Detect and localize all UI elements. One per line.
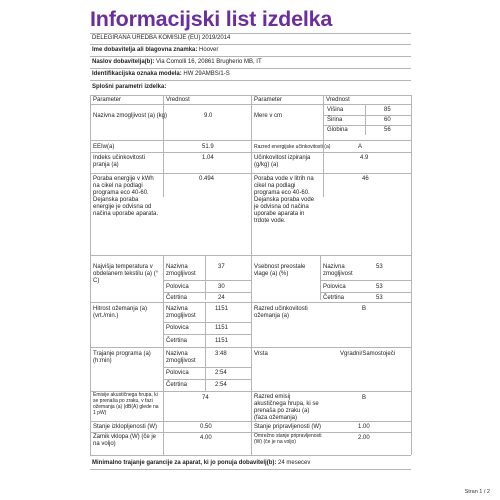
header-param: Parameter bbox=[254, 97, 283, 103]
address-value: Via Comolli 16, 20861 Brugherio MB, IT bbox=[156, 59, 262, 65]
spin-half-label: Polovica bbox=[166, 325, 189, 331]
washing-eff-value: 1.04 bbox=[202, 155, 214, 161]
table-border bbox=[163, 379, 251, 380]
table-border bbox=[163, 367, 251, 368]
address-label: Naslov dobavitelja(b): bbox=[92, 59, 155, 65]
moisture-label: Vsebnost preostale vlage (a) (%) bbox=[254, 264, 306, 277]
dur-half-label: Polovica bbox=[166, 370, 189, 376]
spin-rated-value: 1151 bbox=[215, 306, 228, 312]
dur-half-value: 2:54 bbox=[215, 370, 227, 376]
table-border bbox=[90, 302, 411, 303]
divider bbox=[90, 469, 411, 470]
eei-value: 51.9 bbox=[202, 144, 214, 150]
temp-quarter-label: Četrtina bbox=[166, 295, 188, 301]
spin-rated-label: Nazivna zmogljivost bbox=[166, 306, 196, 319]
water-label: Poraba vode v litrih na cikel na podlagi programa eco 40-60. Dejanska poraba vode je odvisna od načina uporabe aparata in trdote vode. bbox=[254, 176, 315, 224]
network-standby-label: Omrežno stanje pripravljenosti (W) (če je na voljo) bbox=[254, 433, 322, 445]
dur-rated-label: Nazivna zmogljivost bbox=[166, 351, 196, 364]
table-border bbox=[90, 432, 411, 433]
table-border bbox=[320, 255, 321, 300]
table-border bbox=[90, 95, 91, 455]
table-border bbox=[90, 455, 411, 456]
noise-class-value: B bbox=[362, 395, 367, 401]
table-border bbox=[90, 347, 411, 348]
moist-rated-label: Nazivna zmogljivost bbox=[323, 264, 353, 277]
guarantee-value: 24 mesecev bbox=[278, 460, 311, 466]
type-label: Vrsta bbox=[254, 351, 268, 357]
temperature-label: Najvišja temperatura v obdelanem tekstilu (a) (° C) bbox=[93, 264, 159, 284]
divider bbox=[90, 80, 411, 81]
energy-class-label: Razred energijske učinkovitosti (a) bbox=[254, 144, 331, 150]
moist-rated-value: 53 bbox=[376, 264, 383, 270]
eei-label: EEIw(a) bbox=[93, 144, 115, 150]
noise-value: 74 bbox=[202, 395, 209, 401]
divider bbox=[90, 44, 411, 45]
table-border bbox=[90, 421, 411, 422]
rinsing-value: 4.9 bbox=[360, 155, 369, 161]
table-border bbox=[365, 104, 366, 135]
delay-value: 4.00 bbox=[200, 435, 212, 441]
temp-rated-value: 37 bbox=[218, 264, 225, 270]
delay-label: Zamik vklopa (W) (če je na voljo) bbox=[93, 434, 157, 447]
table-border bbox=[163, 255, 164, 455]
off-mode-label: Stanje izklopljenosti (W) bbox=[93, 424, 158, 430]
width-value: 60 bbox=[384, 117, 391, 123]
moist-half-label: Polovica bbox=[323, 284, 346, 290]
standby-label: Stanje pripravljenosti (W) bbox=[254, 424, 322, 430]
spin-label: Hitrost ožemanja (a) (vrt./min.) bbox=[93, 306, 148, 319]
moist-half-value: 53 bbox=[376, 284, 383, 290]
header-value: Vrednost bbox=[166, 97, 190, 103]
spin-class-label: Razred učinkovitosti ožemanja (a) bbox=[254, 306, 308, 319]
table-border bbox=[323, 115, 411, 116]
energy-value: 0.494 bbox=[199, 176, 215, 182]
capacity-value: 9.0 bbox=[204, 113, 213, 119]
page-number: Stran 1 / 2 bbox=[464, 489, 490, 495]
water-value: 46 bbox=[362, 176, 369, 182]
table-border bbox=[163, 280, 251, 281]
table-border bbox=[163, 334, 251, 335]
table-border bbox=[90, 173, 411, 174]
temp-half-label: Polovica bbox=[166, 284, 189, 290]
table-border bbox=[163, 95, 164, 197]
dimensions-label: Mere v cm bbox=[254, 113, 283, 119]
divider bbox=[90, 33, 411, 34]
noise-label: Emisije akustičnega hrupa, ki se prenaša po zraku, v fazi ožemanja (a) (dB(A) glede na 1 pW) bbox=[93, 392, 159, 416]
depth-label: Globina bbox=[327, 127, 348, 133]
model-label: Identifikacijska oznaka modela: bbox=[92, 71, 182, 77]
moist-quarter-value: 53 bbox=[376, 295, 383, 301]
table-border bbox=[320, 280, 411, 281]
width-label: Širina bbox=[327, 117, 343, 123]
header-param: Parameter bbox=[93, 97, 122, 103]
temp-half-value: 30 bbox=[218, 284, 225, 290]
header-value: Vrednost bbox=[326, 97, 350, 103]
spin-half-value: 1151 bbox=[215, 325, 228, 331]
network-standby-value: 2.00 bbox=[358, 435, 370, 441]
duration-label: Trajanje programa (a) (h:min) bbox=[93, 351, 151, 364]
supplier-label: Ime dobavitelja ali blagovna znamka: bbox=[92, 47, 198, 53]
spin-class-value: B bbox=[362, 306, 367, 312]
table-border bbox=[90, 152, 411, 153]
type-value: Vgradni/Samostoječi bbox=[340, 351, 396, 357]
energy-class-value: A bbox=[358, 144, 363, 150]
table-border bbox=[205, 255, 206, 300]
table-border bbox=[205, 347, 206, 391]
height-label: Višina bbox=[327, 107, 344, 113]
spin-quarter-label: Četrtina bbox=[166, 338, 188, 344]
divider bbox=[90, 56, 411, 57]
off-mode-value: 0.50 bbox=[200, 424, 212, 430]
dur-rated-value: 3:48 bbox=[215, 351, 227, 357]
regulation-text: DELEGIRANA UREDBA KOMISIJE (EU) 2019/2014 bbox=[92, 35, 231, 41]
table-border bbox=[411, 95, 412, 455]
rinsing-label: Učinkovitost izpiranja (g/kg) (a) bbox=[254, 155, 311, 168]
divider bbox=[90, 68, 411, 69]
capacity-label: Nazivna zmogljivost (a) (kg) bbox=[93, 113, 168, 119]
table-border bbox=[90, 140, 411, 141]
table-border bbox=[323, 125, 411, 126]
general-params-label: Splošni parametri izdelka: bbox=[92, 84, 167, 90]
table-border bbox=[320, 292, 411, 293]
table-border bbox=[90, 255, 411, 256]
model-value: HW 29AMBS/1-S bbox=[183, 71, 230, 77]
height-value: 85 bbox=[384, 107, 391, 113]
table-border bbox=[251, 95, 252, 455]
table-border bbox=[163, 322, 251, 323]
temp-rated-label: Nazivna zmogljivost bbox=[166, 264, 196, 277]
energy-label: Poraba energije v kWh na cikel na podlagi programa eco 40-60. Dejanska poraba energije je odvisna od načina uporabe aparata. bbox=[93, 176, 159, 217]
depth-value: 56 bbox=[384, 127, 391, 133]
page-title: Informacijski list izdelka bbox=[90, 7, 333, 31]
washing-eff-label: Indeks učinkovitosti pranja (a) bbox=[93, 155, 146, 168]
dur-quarter-value: 2:54 bbox=[215, 382, 227, 388]
dur-quarter-label: Četrtina bbox=[166, 382, 188, 388]
temp-quarter-value: 24 bbox=[218, 295, 225, 301]
standby-value: 1.00 bbox=[358, 424, 370, 430]
spin-quarter-value: 1151 bbox=[215, 338, 228, 344]
noise-class-label: Razred emisij akustičnega hrupa, ki se prenaša po zraku (a) (faza ožemanja) bbox=[254, 394, 319, 421]
table-border bbox=[205, 302, 206, 347]
moist-quarter-label: Četrtina bbox=[323, 295, 345, 301]
guarantee-label: Minimalno trajanje garancije za aparat, ki jo ponuja dobavitelj(b): bbox=[92, 460, 277, 466]
supplier-value: Hoover bbox=[199, 47, 219, 53]
table-border bbox=[163, 292, 251, 293]
